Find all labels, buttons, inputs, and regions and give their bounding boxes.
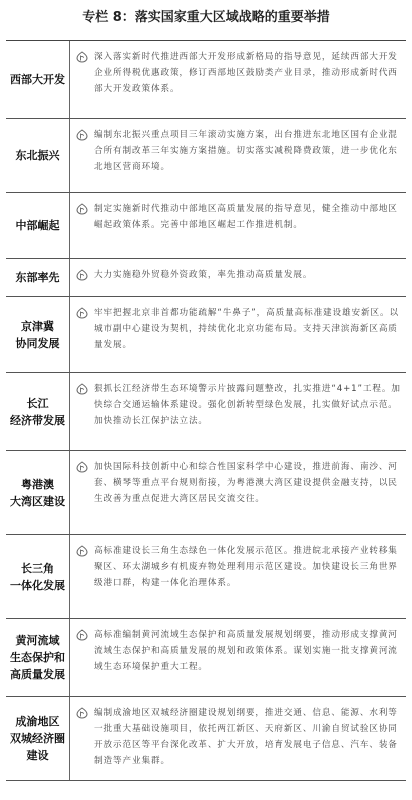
table-row (6, 535, 406, 619)
table-row (6, 619, 406, 697)
row-text: 牢牢把握北京非首都功能疏解“牛鼻子”，高质量高标准建设雄安新区。以城市副中心建设为契机，持续优化北京功能布局。支持天津滨海新区高质量发展。 (94, 308, 400, 350)
row-label: 长江 经济带发展 (6, 373, 70, 450)
row-label: 粤港澳 大湾区建设 (6, 451, 70, 534)
row-content (70, 619, 406, 696)
row-label: 成渝地区 双城经济圈 建设 (6, 697, 70, 780)
row-text: 高标准编制黄河流域生态保护和高质量发展规划纲要，推动形成支撑黄河流域生态保护和高质量发展的规划和政策体系。谋划实施一批支撑黄河流域生态环境保护重大工程。 (94, 630, 398, 672)
bullet-icon (76, 461, 88, 473)
table-row (6, 451, 406, 535)
bullet-icon (76, 269, 88, 281)
row-content (70, 193, 406, 258)
bullet-icon (76, 707, 88, 719)
row-text: 大力实施稳外贸稳外资政策，率先推动高质量发展。 (94, 270, 313, 280)
bullet-icon (76, 203, 88, 215)
row-text: 加快国际科技创新中心和综合性国家科学中心建设，推进前海、南沙、河套、横琴等重点平台规则衔接，为粤港澳大湾区建设提供金融支持，以民生改善为重点促进大湾区居民交流交往。 (94, 462, 398, 504)
table-row (6, 373, 406, 451)
row-label: 长三角 一体化发展 (6, 535, 70, 618)
bullet-icon (76, 129, 88, 141)
row-label: 中部崛起 (6, 193, 70, 258)
table-row (6, 259, 406, 297)
bullet-icon (76, 51, 88, 63)
table-row (6, 193, 406, 259)
row-text: 深入落实新时代推进西部大开发形成新格局的指导意见，延续西部大开发企业所得税优惠政策，修订西部地区鼓励类产业目录，推动形成新时代西部大开发政策体系。 (94, 52, 398, 94)
bullet-icon (76, 307, 88, 319)
row-content (70, 41, 406, 118)
row-content (70, 297, 406, 372)
bullet-icon (76, 383, 88, 395)
row-text: 狠抓长江经济带生态环境警示片披露问题整改，扎实推进“4+1”工程。加快综合交通运输体系建设。强化创新转型绿色发展，扎实做好试点示范。加快推动长江保护法立法。 (94, 384, 401, 426)
table-row (6, 297, 406, 373)
row-text: 编制东北振兴重点项目三年滚动实施方案，出台推进东北地区国有企业混合所有制改革三年实施方案措施。切实落实减税降费政策，进一步优化东北地区营商环境。 (94, 130, 398, 172)
table-row (6, 697, 406, 781)
row-text: 高标准建设长三角生态绿色一体化发展示范区。推进皖北承接产业转移集聚区、环太湖城乡有机废弃物处理利用示范区建设。加快建设长三角世界级港口群，构建一体化治理体系。 (94, 546, 398, 588)
row-label: 东部率先 (6, 259, 70, 296)
row-label: 京津冀 协同发展 (6, 297, 70, 372)
row-label: 黄河流域 生态保护和 高质量发展 (6, 619, 70, 696)
row-content (70, 373, 406, 450)
row-content (70, 451, 406, 534)
column-title: 专栏 8：落实国家重大区域战略的重要举措 (82, 10, 330, 25)
bullet-icon (76, 629, 88, 641)
row-label: 西部大开发 (6, 41, 70, 118)
row-content (70, 119, 406, 192)
row-content (70, 697, 406, 780)
row-content (70, 535, 406, 618)
table-row (6, 41, 406, 119)
row-text: 编制成渝地区双城经济圈建设规划纲要，推进交通、信息、能源、水利等一批重大基础设施项目，依托两江新区、天府新区、川渝自贸试验区协同开放示范区等平台深化改革、扩大开放，培育发展电子信息、汽车、装备制造等产业集群。 (94, 708, 398, 766)
row-content (70, 259, 406, 296)
bullet-icon (76, 545, 88, 557)
measures-table (6, 40, 406, 781)
row-label: 东北振兴 (6, 119, 70, 192)
table-row (6, 119, 406, 193)
row-text: 制定实施新时代推动中部地区高质量发展的指导意见，健全推动中部地区崛起政策体系。完善中部地区崛起工作推进机制。 (94, 204, 398, 230)
